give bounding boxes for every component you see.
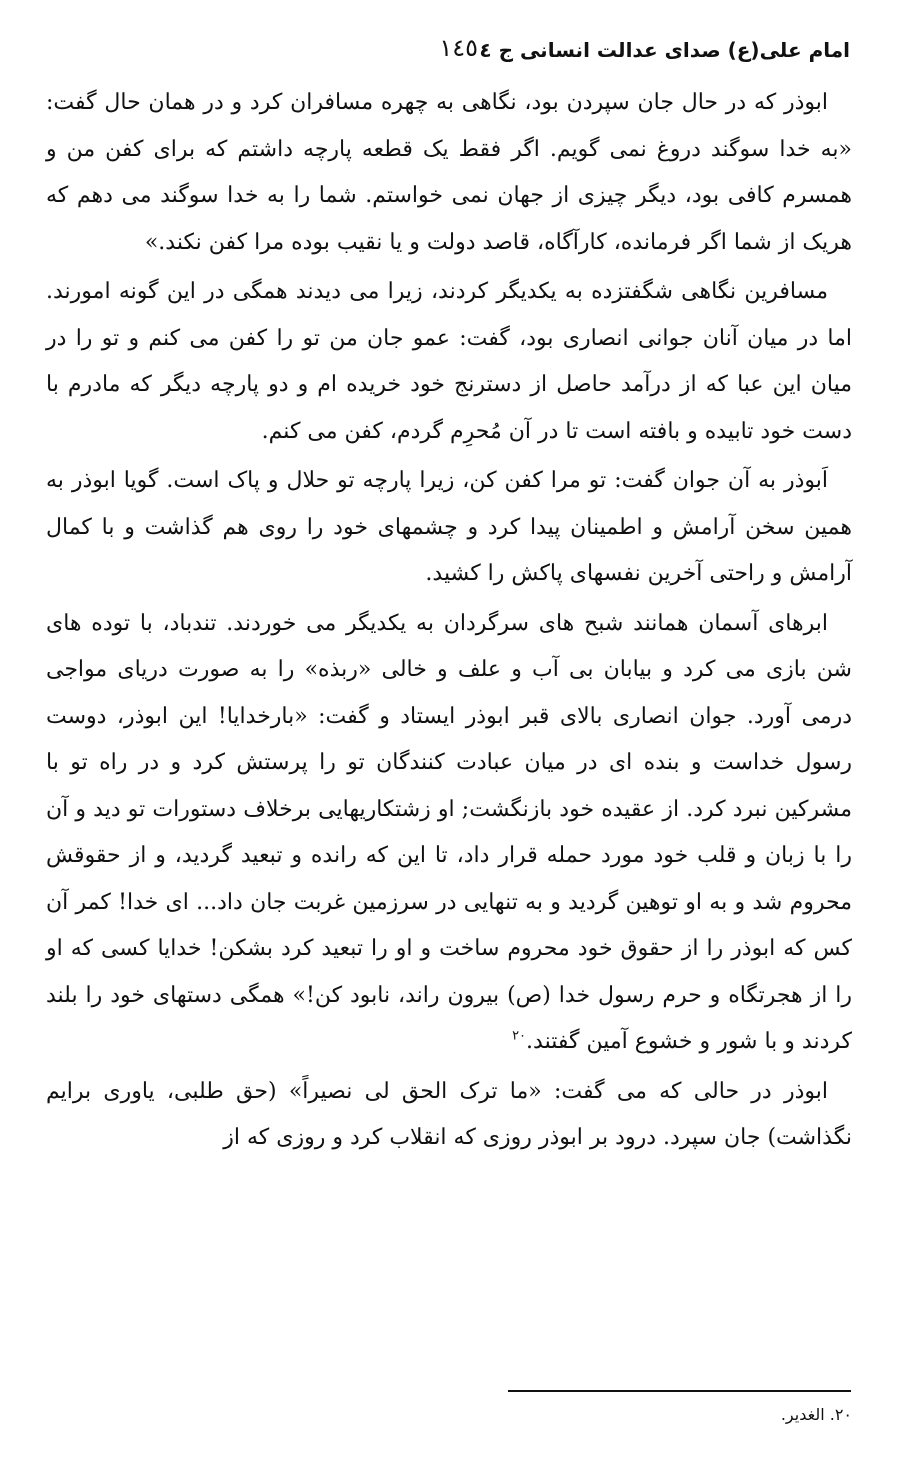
body-text xyxy=(46,80,852,1162)
paragraph-3: اَبوذر به آن جوان گفت: تو مرا کفن کن، زیرا پارچه تو حلال و پاک است. گویا ابوذر به همین سخن آرامش و اطمینان پیدا کرد و چشمهای خود را روی هم گذاشت و با کمال آرامش و راحتی آخرین نفسهای پاکش را کشید. xyxy=(46,468,852,586)
page-header xyxy=(40,36,860,72)
footnote-separator xyxy=(508,1390,851,1392)
paragraph-5: ابوذر در حالی که می گفت: «ما ترک الحق لی نصیراً» (حق طلبی، یاوری برایم نگذاشت) جان سپرد. درود بر ابوذر روزی که انقلاب کرد و روزی که از xyxy=(46,1078,852,1150)
paragraph-4-text: ابرهای آسمان همانند شبح های سرگردان به یکدیگر می خوردند. تندباد، با توده های شن بازی می کرد و بیابان بی آب و علف و خالی «ربذه» را به صورت دریای مواجی درمی آورد. جوان انصاری بالای قبر ابوذر ایستاد و گفت: «بارخدایا! این ابوذر، دوست رسول خداست و بنده ای در میان عبادت کنندگان تو را پرستش کرد و در راه تو با مشرکین نبرد کرد. از عقیده خود بازنگشت; او زشتکاریهایی برخلاف دستورات تو دید و آن را با زبان و قلب خود مورد حمله قرار داد، تا این که رانده و تبعید گردید، و از حقوقش محروم شد و به او توهین گردید و به تنهایی در سرزمین غربت جان داد... ای خدا! کمر آن کس که ابوذر را از حقوق خود محروم ساخت و او را تبعید کرد بشکن! خدایا کسی که او را از هجرتگاه و حرم رسول خدا (ص) بیرون راند، نابود کن!» همگی دستهای خود را بلند کردند و با شور و خشوع آمین گفتند. xyxy=(46,610,853,1054)
paragraph-4 xyxy=(46,601,852,1066)
footnote-marker: ٢٠ xyxy=(512,1028,527,1044)
running-title: امام علی(ع) صدای عدالت انسانی ج ٤ xyxy=(479,38,850,62)
paragraph-2: مسافرین نگاهی شگفتزده به یکدیگر کردند، زیرا می دیدند همگی در این گونه امورند. اما در میان آنان جوانی انصاری بود، گفت: عمو جان من تو را کفن می کنم و تو را در میان این عبا که از درآمد حاصل از دسترنج خود خریده ام و دو پارچه دیگر که مادرم با دست خود تابیده و بافته است تا در آن مُحرِم گردم، کفن می کنم. xyxy=(46,279,852,444)
footnote: ٢٠. الغدیر. xyxy=(780,1405,852,1424)
paragraph-1: ابوذر که در حال جان سپردن بود، نگاهی به چهره مسافران کرد و در همان حال گفت: «به خدا سوگند دروغ نمی گویم. اگر فقط یک قطعه پارچه داشتم که برای کفن من و همسرم کافی بود، دیگر چیزی از جهان نمی خواستم. شما را به خدا سوگند می دهم که هریک از شما اگر فرمانده، کارآگاه، قاصد دولت و یا نقیب بوده مرا کفن نکند.» xyxy=(46,90,852,255)
page-number: ١٤٥ xyxy=(439,34,478,62)
